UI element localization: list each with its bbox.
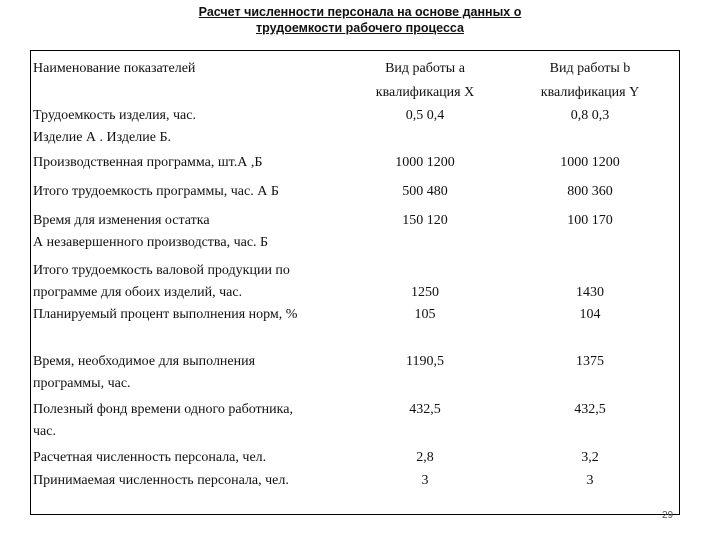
row-label: Принимаемая численность персонала, чел. xyxy=(33,473,289,488)
row-label: Итого трудоемкость программы, час. А Б xyxy=(33,184,279,199)
row-value-b: 3,2 xyxy=(581,450,599,465)
row-value-b: 1000 1200 xyxy=(560,155,620,170)
row-label: Расчетная численность персонала, чел. xyxy=(33,450,267,465)
row-value-b: 800 360 xyxy=(567,184,613,199)
col-b-header-line-2: квалификация Y xyxy=(540,85,640,100)
row-label: программе для обоих изделий, час. xyxy=(33,285,243,300)
row-label: Время, необходимое для выполнения xyxy=(33,354,256,369)
page-number: 29 xyxy=(662,510,674,521)
col-a-header-line-1: Вид работы a xyxy=(385,61,465,76)
row-label: А незавершенного производства, час. Б xyxy=(33,235,269,250)
row-value-b: 1375 xyxy=(576,354,604,369)
row-value-a: 150 120 xyxy=(402,213,448,228)
title-line-1: Расчет численности персонала на основе данных о xyxy=(198,5,522,19)
row-value-a: 432,5 xyxy=(409,402,441,417)
row-value-b: 432,5 xyxy=(574,402,606,417)
row-value-b: 100 170 xyxy=(567,213,613,228)
row-value-a: 1190,5 xyxy=(406,354,444,369)
indicator-header: Наименование показателей xyxy=(33,61,196,76)
row-value-a: 105 xyxy=(414,307,436,322)
row-label: Планируемый процент выполнения норм, % xyxy=(33,307,298,322)
row-label: Производственная программа, шт.А ,Б xyxy=(33,155,263,170)
row-label: Итого трудоемкость валовой продукции по xyxy=(33,263,290,278)
row-value-a: 500 480 xyxy=(402,184,448,199)
row-value-a: 0,5 0,4 xyxy=(405,108,445,123)
row-label: Полезный фонд времени одного работника, xyxy=(33,402,293,417)
col-b-header-line-1: Вид работы b xyxy=(549,61,631,76)
row-value-a: 1000 1200 xyxy=(395,155,455,170)
row-value-b: 1430 xyxy=(576,285,604,300)
page-title xyxy=(0,4,720,36)
col-a-header-line-2: квалификация X xyxy=(375,85,475,100)
row-label: Трудоемкость изделия, час. xyxy=(33,108,196,123)
row-label: Время для изменения остатка xyxy=(33,213,210,228)
row-value-b: 104 xyxy=(579,307,601,322)
title-line-2: трудоемкости рабочего процесса xyxy=(256,21,464,35)
row-label: час. xyxy=(33,424,56,439)
row-label: Изделие А . Изделие Б. xyxy=(33,130,171,145)
row-value-b: 3 xyxy=(586,473,594,488)
row-value-a: 2,8 xyxy=(416,450,434,465)
row-value-a: 3 xyxy=(421,473,429,488)
row-value-a: 1250 xyxy=(411,285,439,300)
row-value-b: 0,8 0,3 xyxy=(570,108,610,123)
row-label: программы, час. xyxy=(33,376,131,391)
